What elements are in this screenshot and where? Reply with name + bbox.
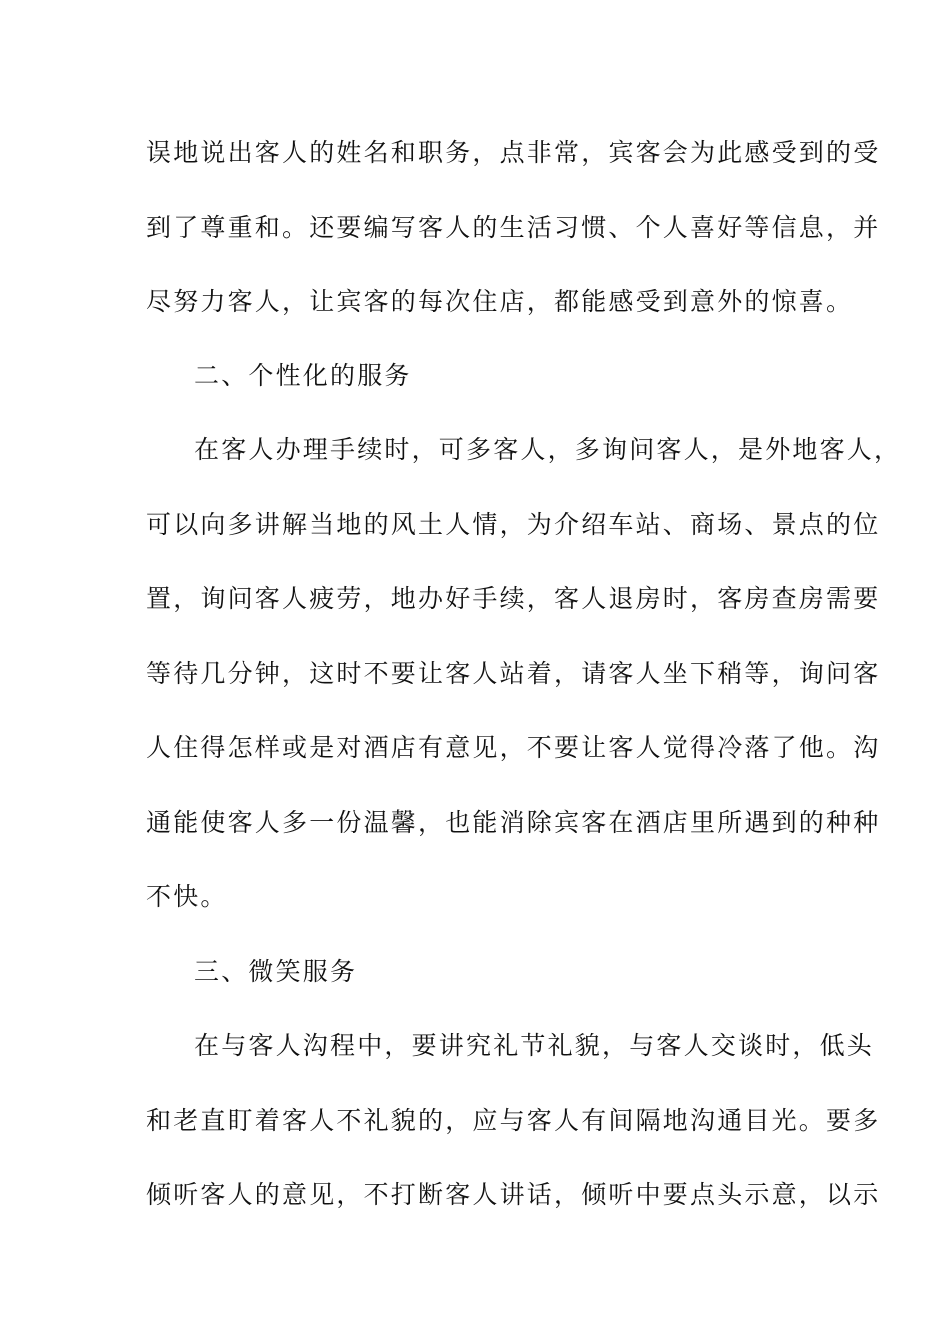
paragraph-line: 可以向多讲解当地的风土人情，为介绍车站、商场、景点的位 xyxy=(146,510,881,539)
paragraph-line: 到了尊重和。还要编写客人的生活习惯、个人喜好等信息，并 xyxy=(146,213,881,242)
paragraph-line: 在与客人沟程中，要讲究礼节礼貌，与客人交谈时，低头 xyxy=(194,1031,875,1060)
section-heading: 三、微笑服务 xyxy=(194,957,358,986)
paragraph-line: 不快。 xyxy=(146,882,228,911)
paragraph-line: 置，询问客人疲劳，地办好手续，客人退房时，客房查房需要 xyxy=(146,584,881,613)
paragraph-line: 通能使客人多一份温馨，也能消除宾客在酒店里所遇到的种种 xyxy=(146,808,881,837)
paragraph-line: 误地说出客人的姓名和职务，点非常，宾客会为此感受到的受 xyxy=(146,138,881,167)
paragraph-line: 等待几分钟，这时不要让客人站着，请客人坐下稍等，询问客 xyxy=(146,659,881,688)
paragraph-line: 倾听客人的意见，不打断客人讲话，倾听中要点头示意，以示 xyxy=(146,1180,881,1209)
paragraph-line: 人住得怎样或是对酒店有意见，不要让客人觉得冷落了他。沟 xyxy=(146,733,881,762)
section-heading: 二、个性化的服务 xyxy=(194,361,412,390)
paragraph-line: 在客人办理手续时，可多客人，多询问客人，是外地客人， xyxy=(194,435,902,464)
paragraph-line: 和老直盯着客人不礼貌的，应与客人有间隔地沟通目光。要多 xyxy=(146,1106,881,1135)
paragraph-line: 尽努力客人，让宾客的每次住店，都能感受到意外的惊喜。 xyxy=(146,287,854,316)
